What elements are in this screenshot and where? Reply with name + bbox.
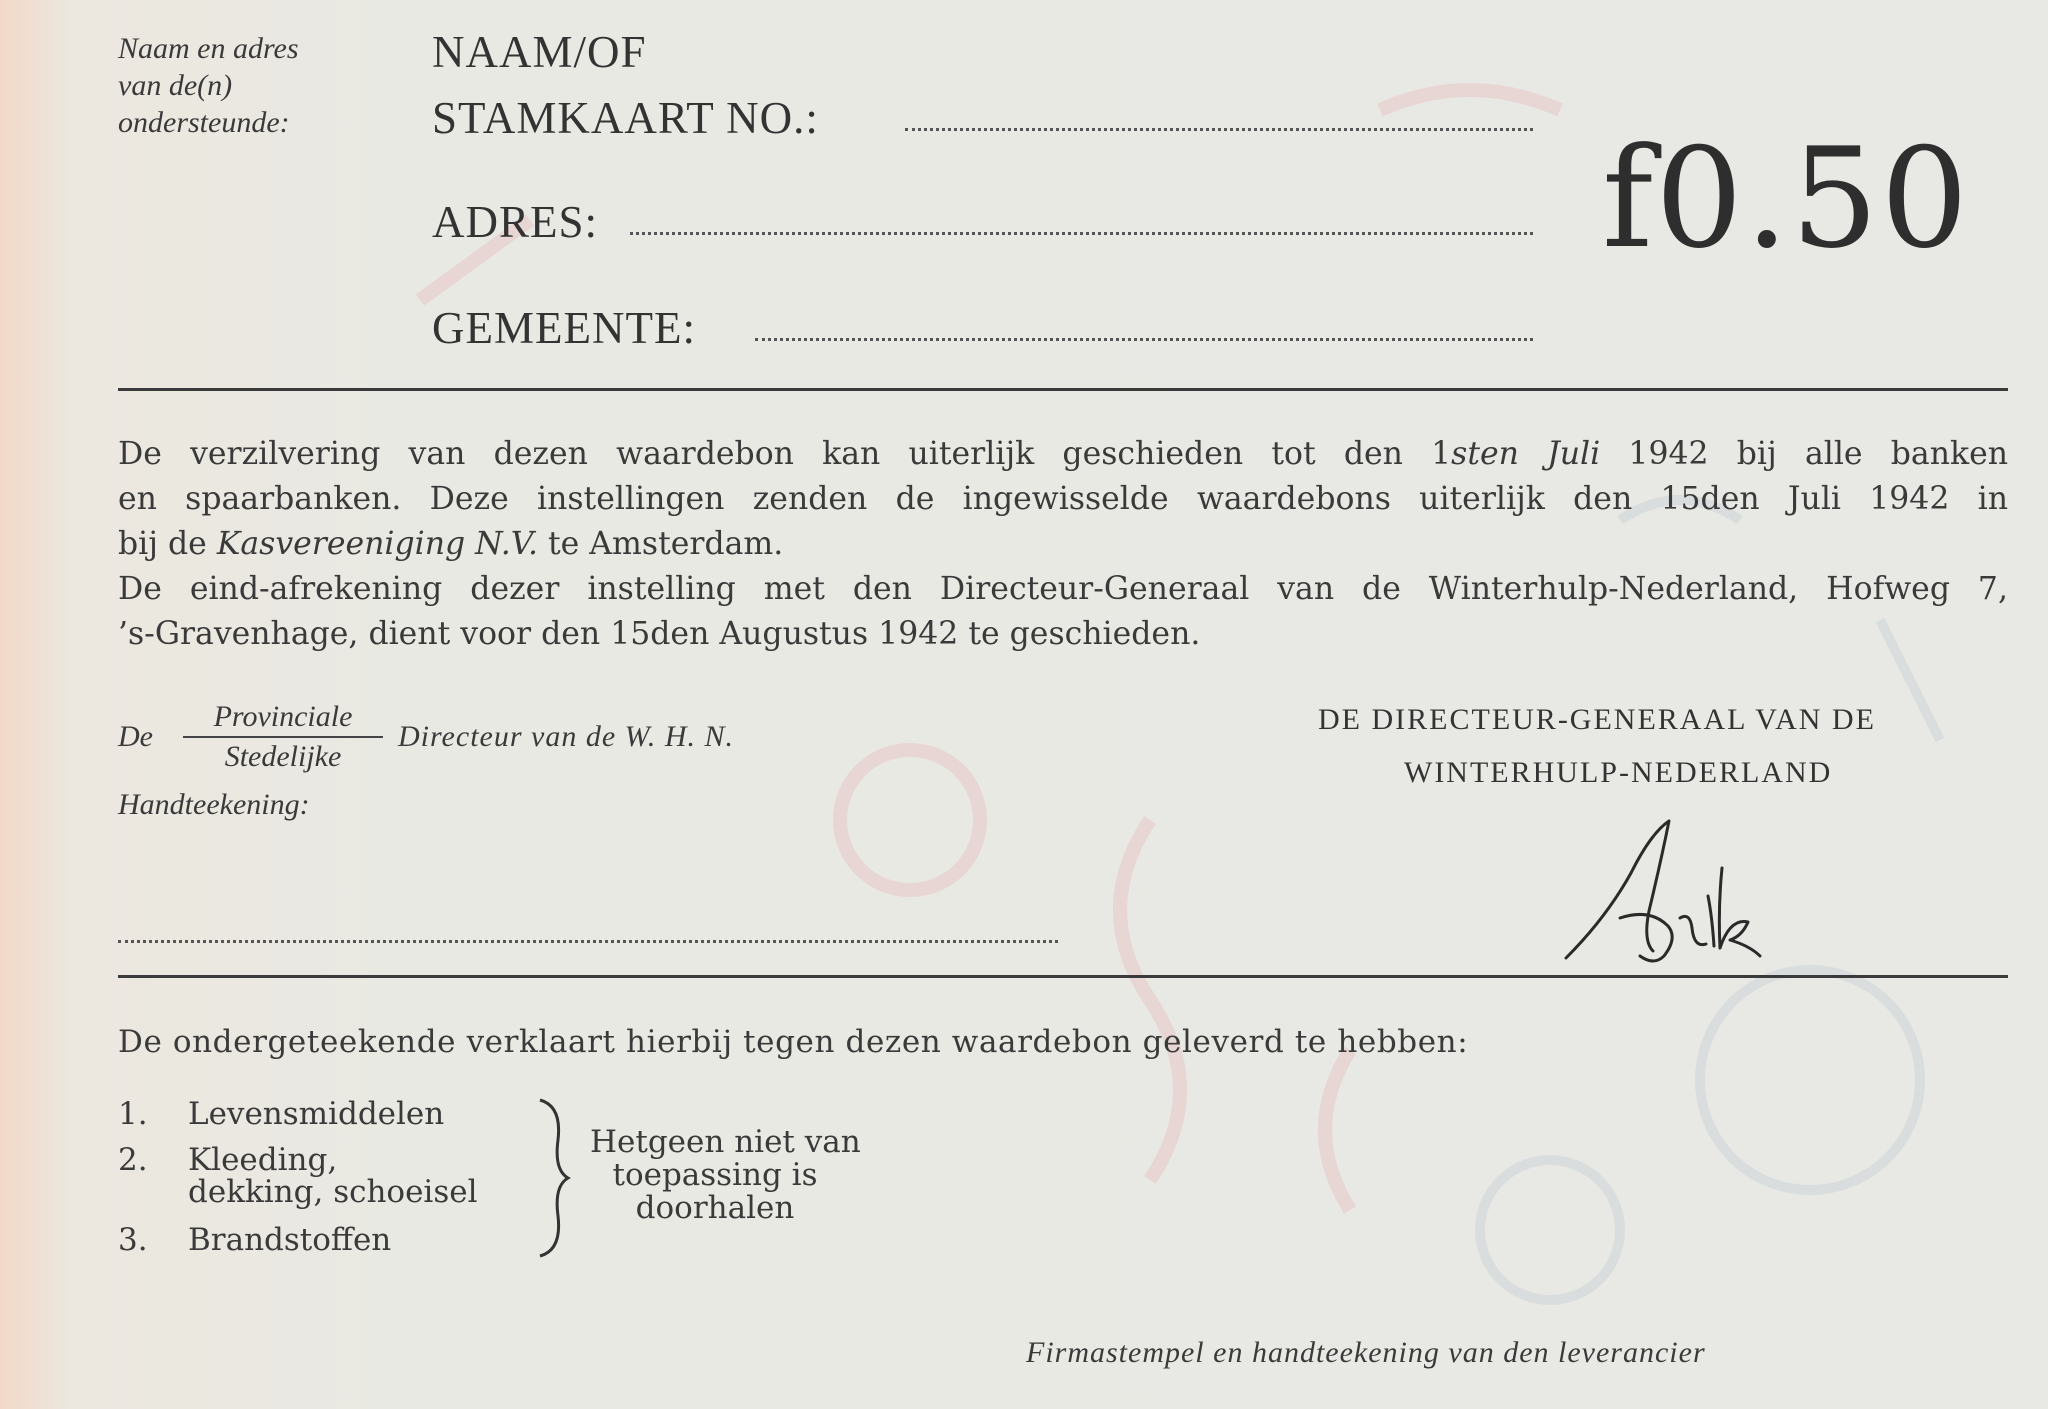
- note-line-3: doorhalen: [635, 1190, 795, 1226]
- supplier-stamp-label: Firmastempel en handteekening van den leverancier: [1026, 1336, 1706, 1369]
- handteekening-label: Handteekening:: [118, 788, 310, 821]
- dg-title-line-1: DE DIRECTEUR-GENERAAL VAN DE: [1318, 703, 1876, 736]
- note-line-2: toepassing is: [612, 1157, 818, 1193]
- item-3-number: 3.: [118, 1222, 148, 1258]
- curly-brace: [536, 1096, 572, 1260]
- naam-label: NAAM/OF: [432, 27, 647, 77]
- bottom-divider: [118, 975, 2008, 978]
- stamkaart-label: STAMKAART NO.:: [432, 93, 819, 143]
- stedelijke-label: Stedelijke: [224, 740, 342, 773]
- dg-title-line-2: WINTERHULP-NEDERLAND: [1404, 756, 1833, 789]
- adres-field[interactable]: [630, 232, 1533, 235]
- item-2-label-cont: dekking, schoeisel: [188, 1174, 478, 1210]
- director-signature: [1560, 808, 1780, 978]
- directeur-whn-label: Directeur van de W. H. N.: [398, 720, 735, 753]
- gemeente-field[interactable]: [755, 338, 1533, 341]
- terms-line-4: De eind-afrekening dezer instelling met den Directeur-Generaal van de Winterhulp-Nederland, Hofweg 7,: [118, 571, 2008, 607]
- note-line-1: Hetgeen niet van: [590, 1124, 861, 1160]
- terms-paragraph: [118, 432, 2008, 657]
- item-3-label: Brandstoffen: [188, 1222, 392, 1258]
- terms-line-5: ’s-Gravenhage, dient voor den 15den Augustus 1942 te geschieden.: [118, 616, 1201, 652]
- declaration-statement: De ondergeteekende verklaart hierbij tegen dezen waardebon geleverd te hebben:: [118, 1024, 1469, 1060]
- de-label: De: [118, 720, 153, 753]
- not-applicable-note: [590, 1124, 861, 1226]
- terms-line-1: De verzilvering van dezen waardebon kan uiterlijk geschieden tot den 1sten Juli 1942 bij alle banken: [118, 436, 2008, 472]
- provinciale-label: Provinciale: [183, 698, 383, 738]
- item-2-number: 2.: [118, 1142, 148, 1178]
- handteekening-field[interactable]: [118, 940, 1058, 943]
- provinciale-stedelijke-fraction: [183, 698, 383, 776]
- top-divider: [118, 388, 2008, 391]
- side-label-line-1: Naam en adres: [118, 32, 299, 65]
- adres-label: ADRES:: [432, 197, 599, 247]
- stamkaart-field[interactable]: [905, 128, 1533, 131]
- item-1-label: Levensmiddelen: [188, 1096, 445, 1132]
- terms-line-3: bij de Kasvereeniging N.V. te Amsterdam.: [118, 526, 784, 562]
- side-label-line-3: ondersteunde:: [118, 106, 290, 139]
- terms-line-2: en spaarbanken. Deze instellingen zenden de ingewisselde waardebons uiterlijk den 15den Juli 1942 in: [118, 481, 2008, 517]
- recipient-side-label: [118, 30, 299, 141]
- item-2-label: Kleeding,: [188, 1142, 338, 1178]
- side-label-line-2: van de(n): [118, 69, 233, 102]
- voucher-amount: f0.50: [1602, 118, 1971, 279]
- gemeente-label: GEMEENTE:: [432, 303, 696, 353]
- item-1-number: 1.: [118, 1096, 148, 1132]
